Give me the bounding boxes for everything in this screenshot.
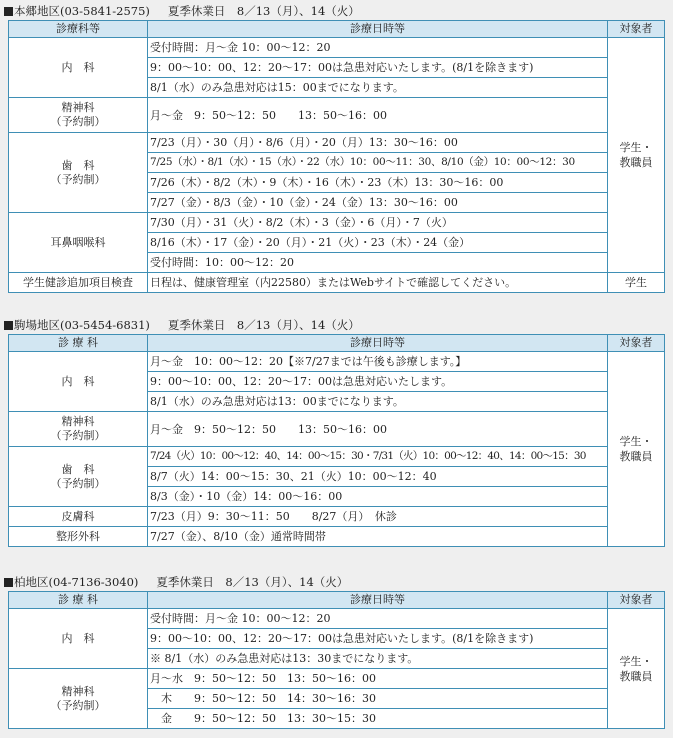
schedule-line: 7/30（月）・31（火）・8/2（木）・3（金）・6（月）・7（火） (148, 213, 608, 233)
closed-dates: 8／13（月）、14（火） (225, 575, 349, 589)
closed-dates: 8／13（月）、14（火） (236, 4, 360, 18)
schedule-line: 月～金 10：00～12：20【※7/27までは午後も診療します。】 (148, 352, 608, 372)
dept-naika: 内 科 (9, 609, 148, 669)
campus-name: 駒場地区 (14, 318, 60, 332)
schedule-line: 8/1（水）のみ急患対応は15：00までになります。 (148, 78, 608, 98)
table-row (9, 412, 665, 447)
schedule-line: 9：00～10：00、12：20～17：00は急患対応いたします。 (148, 372, 608, 392)
dept-shika: 歯 科 （予約制） (9, 133, 148, 213)
closed-dates: 8／13（月）、14（火） (236, 318, 360, 332)
schedule-line: 7/26（木）・8/2（木）・9（木）・16（木）・23（木）13：30～16：00 (148, 173, 608, 193)
schedule-line: 7/24（火）10：00～12：40、14：00～15：30・7/31（火）10：00～12：40、14：00～15：30 (148, 447, 608, 467)
schedule-line: 8/3（金）・10（金）14：00～16：00 (148, 487, 608, 507)
schedule-line: 7/27（金）、8/10（金）通常時間帯 (148, 527, 608, 547)
table-row (9, 527, 665, 547)
dept-naika: 内 科 (9, 38, 148, 98)
campus-name: 本郷地区 (14, 4, 60, 18)
closed-label: 夏季休業日 (167, 4, 226, 18)
header-schedule: 診療日時等 (148, 335, 608, 352)
schedule-line: 9：00～10：00、12：20～17：00は急患対応いたします。(8/1を除きます) (148, 58, 608, 78)
table-row (9, 273, 665, 293)
header-schedule: 診療日時等 (148, 21, 608, 38)
campus-name: 柏地区 (14, 575, 49, 589)
section-heading (0, 573, 673, 591)
table-row (9, 447, 665, 467)
schedule-table (8, 591, 665, 729)
header-row (9, 592, 665, 609)
header-schedule: 診療日時等 (148, 592, 608, 609)
schedule-table (8, 20, 665, 293)
schedule-line: 7/25（水）・8/1（水）・15（水）・22（水）10：00～11：30、8/10（金）10：00～12：30 (148, 153, 608, 173)
schedule-line: 7/27（金）・8/3（金）・10（金）・24（金）13：30～16：00 (148, 193, 608, 213)
schedule-line: 月～金 9：50～12：50 13：50～16：00 (148, 412, 608, 447)
target-cell: 学生・ 教職員 (608, 609, 665, 729)
schedule-line: 受付時間：月～金 10：00～12：20 (148, 38, 608, 58)
schedule-line: 8/1（水）のみ急患対応は13：00までになります。 (148, 392, 608, 412)
header-dept: 診 療 科 (9, 335, 148, 352)
section-heading (0, 2, 673, 20)
schedule-line: 受付時間：月～金 10：00～12：20 (148, 609, 608, 629)
dept-jibi: 耳鼻咽喉科 (9, 213, 148, 273)
schedule-line: 月～金 9：50～12：50 13：50～16：00 (148, 98, 608, 133)
header-row (9, 21, 665, 38)
dept-kenshin: 学生健診追加項目検査 (9, 273, 148, 293)
square-bullet-icon (4, 7, 13, 16)
schedule-line: 7/23（月）・30（月）・8/6（月）・20（月）13：30～16：00 (148, 133, 608, 153)
schedule-line: 9：00～10：00、12：20～17：00は急患対応いたします。(8/1を除きます) (148, 629, 608, 649)
table-row (9, 507, 665, 527)
schedule-line: 7/23（月）9：30～11：50 8/27（月） 休診 (148, 507, 608, 527)
header-target: 対象者 (608, 592, 665, 609)
header-target: 対象者 (608, 21, 665, 38)
square-bullet-icon (4, 578, 13, 587)
schedule-table (8, 334, 665, 547)
schedule-line: 8/7（火）14：00～15：30、21（火）10：00～12：40 (148, 467, 608, 487)
table-row (9, 98, 665, 133)
header-dept: 診療科等 (9, 21, 148, 38)
schedule-line: 木 9：50～12：50 14：30～16：30 (148, 689, 608, 709)
schedule-line: 日程は、健康管理室（内22580）またはWebサイトで確認してください。 (148, 273, 608, 293)
schedule-line: 月～水 9：50～12：50 13：50～16：00 (148, 669, 608, 689)
schedule-line: ※ 8/1（水）のみ急患対応は13：30までになります。 (148, 649, 608, 669)
dept-hifu: 皮膚科 (9, 507, 148, 527)
header-dept: 診 療 科 (9, 592, 148, 609)
phone-number: (04-7136-3040) (48, 575, 139, 589)
table-row (9, 352, 665, 372)
schedule-line: 8/16（木）・17（金）・20（月）・21（火）・23（木）・24（金） (148, 233, 608, 253)
section-komaba (0, 316, 673, 547)
phone-number: (03-5454-6831) (60, 318, 150, 332)
square-bullet-icon (4, 321, 13, 330)
dept-shika: 歯 科 （予約制） (9, 447, 148, 507)
target-cell: 学生・ 教職員 (608, 352, 665, 547)
header-target: 対象者 (608, 335, 665, 352)
table-row (9, 133, 665, 153)
dept-seishin: 精神科 （予約制） (9, 98, 148, 133)
phone-number: (03-5841-2575) (60, 4, 150, 18)
dept-seishin: 精神科 （予約制） (9, 412, 148, 447)
section-hongo (0, 2, 673, 293)
section-kashiwa (0, 573, 673, 729)
table-row (9, 38, 665, 58)
table-row (9, 213, 665, 233)
closed-label: 夏季休業日 (167, 318, 226, 332)
target-cell: 学生・ 教職員 (608, 38, 665, 273)
dept-naika: 内 科 (9, 352, 148, 412)
schedule-line: 金 9：50～12：50 13：30～15：30 (148, 709, 608, 729)
header-row (9, 335, 665, 352)
schedule-line: 受付時間：10：00～12：20 (148, 253, 608, 273)
section-heading (0, 316, 673, 334)
table-row (9, 609, 665, 629)
target-cell: 学生 (608, 273, 665, 293)
closed-label: 夏季休業日 (156, 575, 214, 589)
dept-seikei: 整形外科 (9, 527, 148, 547)
dept-seishin: 精神科 （予約制） (9, 669, 148, 729)
table-row (9, 669, 665, 689)
